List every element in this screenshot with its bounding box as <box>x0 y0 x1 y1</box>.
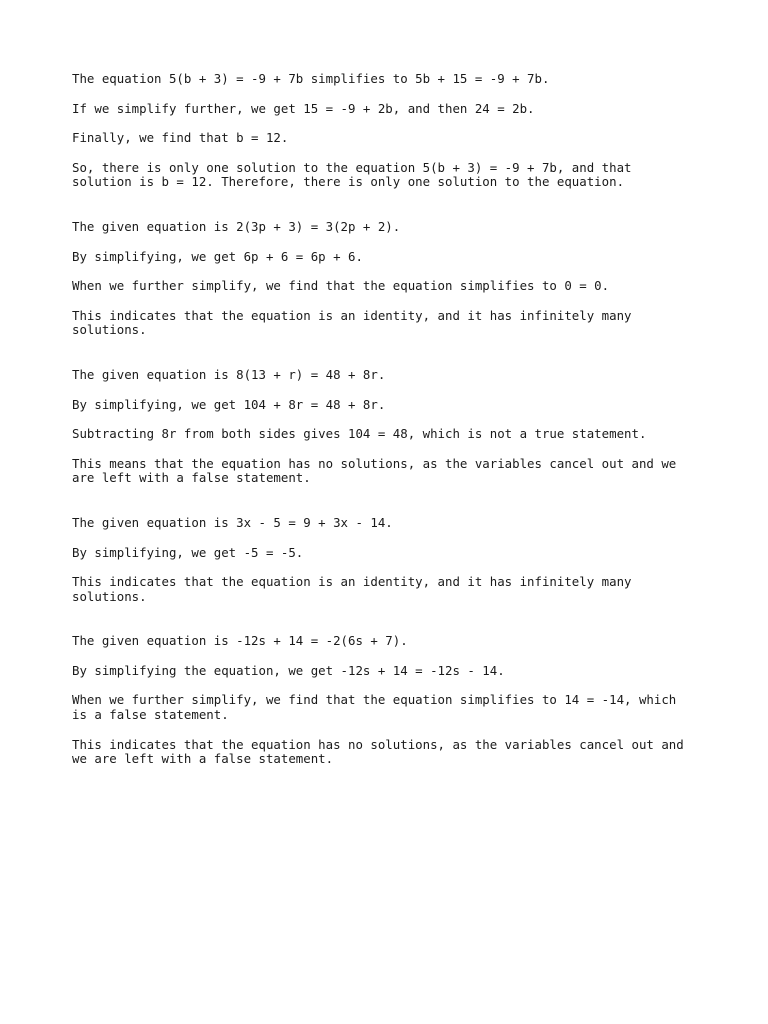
solution-section-1 <box>72 72 696 190</box>
paragraph: The given equation is 2(3p + 3) = 3(2p + 2). <box>72 218 401 234</box>
paragraph: By simplifying, we get -5 = -5. <box>72 544 304 560</box>
paragraph: This means that the equation has no solutions, as the variables cancel out and we are left with a false statement. <box>72 455 677 486</box>
paragraph: When we further simplify, we find that the equation simplifies to 14 = -14, which is a false statement. <box>72 692 677 723</box>
solution-section-3 <box>72 368 696 486</box>
paragraph: When we further simplify, we find that the equation simplifies to 0 = 0. <box>72 278 610 294</box>
paragraph: This indicates that the equation has no solutions, as the variables cancel out and we are left with a false statement. <box>72 736 684 767</box>
solution-section-2 <box>72 220 696 338</box>
paragraph: The given equation is -12s + 14 = -2(6s + 7). <box>72 633 408 649</box>
paragraph: This indicates that the equation is an identity, and it has infinitely many solutions. <box>72 574 632 604</box>
solution-section-4 <box>72 516 696 604</box>
paragraph: The given equation is 3x - 5 = 9 + 3x - 14. <box>72 514 393 530</box>
paragraph: By simplifying, we get 104 + 8r = 48 + 8r. <box>72 396 386 412</box>
paragraph: This indicates that the equation is an identity, and it has infinitely many solutions. <box>72 307 632 338</box>
solution-section-5 <box>72 634 696 767</box>
paragraph: The equation 5(b + 3) = -9 + 7b simplifies to 5b + 15 = -9 + 7b. <box>72 71 550 86</box>
paragraph: Subtracting 8r from both sides gives 104 = 48, which is not a true statement. <box>72 426 647 442</box>
paragraph: Finally, we find that b = 12. <box>72 130 289 146</box>
paragraph: The given equation is 8(13 + r) = 48 + 8r. <box>72 366 386 382</box>
paragraph: By simplifying the equation, we get -12s + 14 = -12s - 14. <box>72 662 505 678</box>
document-page <box>72 72 696 797</box>
paragraph: If we simplify further, we get 15 = -9 + 2b, and then 24 = 2b. <box>72 100 535 116</box>
paragraph: So, there is only one solution to the equation 5(b + 3) = -9 + 7b, and that solution is b = 12. Therefore, there is only one solution to the equation. <box>72 159 632 190</box>
paragraph: By simplifying, we get 6p + 6 = 6p + 6. <box>72 248 363 264</box>
